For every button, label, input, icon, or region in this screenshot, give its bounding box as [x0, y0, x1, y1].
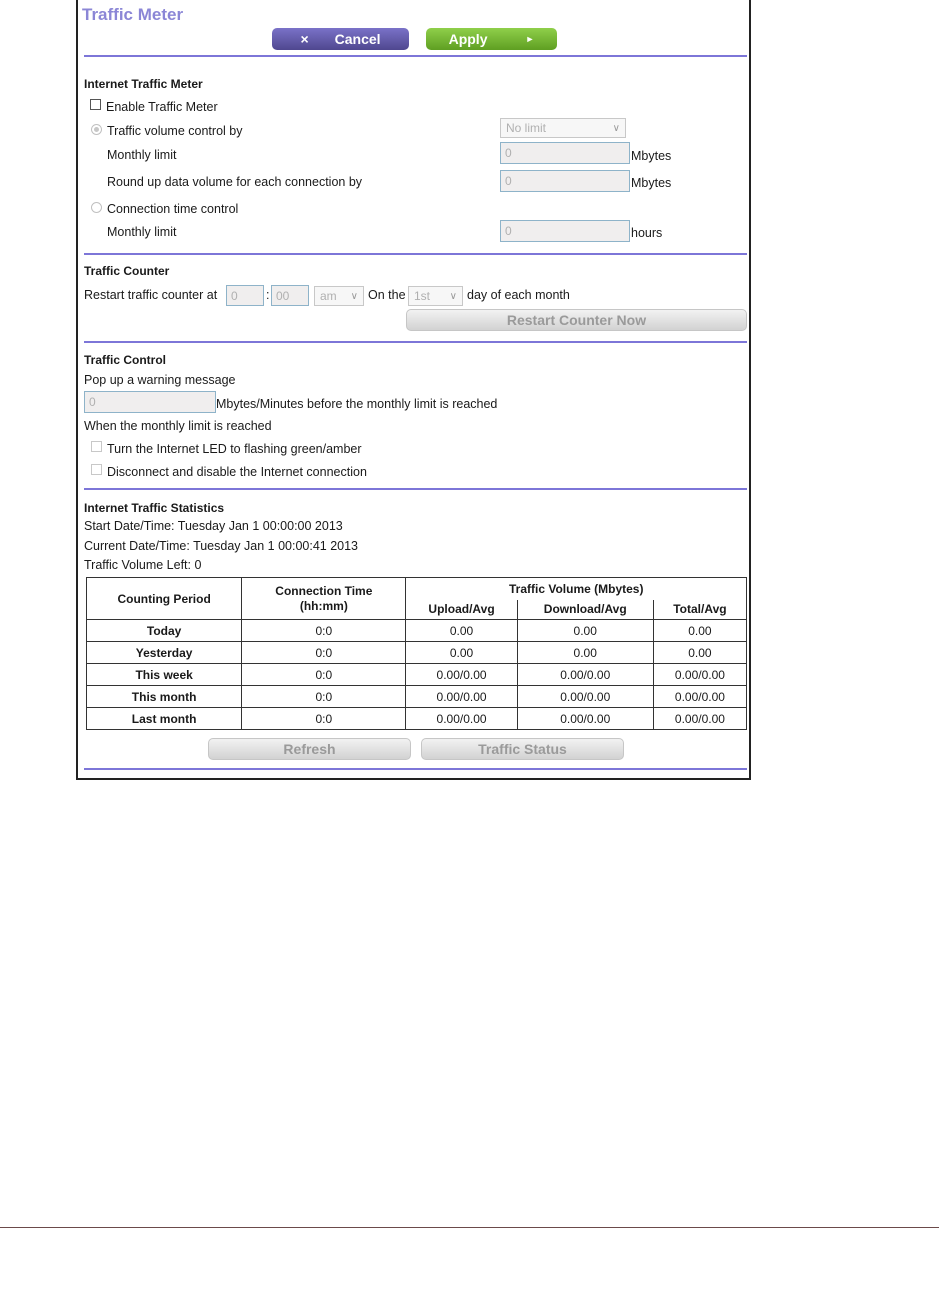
- period-cell: This week: [87, 664, 242, 686]
- header-total: Total/Avg: [653, 600, 746, 620]
- when-limit-label: When the monthly limit is reached: [84, 419, 272, 433]
- apply-button[interactable]: [426, 28, 557, 50]
- time-cell: 0:0: [242, 664, 406, 686]
- meter-heading: Internet Traffic Meter: [84, 77, 203, 91]
- volume-control-label: Traffic volume control by: [107, 124, 243, 138]
- volume-control-radio[interactable]: [91, 124, 102, 135]
- apply-label: Apply: [448, 31, 488, 47]
- restart-counter-button[interactable]: Restart Counter Now: [406, 309, 747, 331]
- divider: [84, 341, 747, 343]
- on-the-label: On the: [368, 288, 406, 302]
- ampm-select[interactable]: [314, 286, 364, 306]
- cancel-label: Cancel: [334, 31, 381, 47]
- download-cell: 0.00: [517, 620, 653, 642]
- traffic-statistics-table: [86, 577, 747, 730]
- counter-heading: Traffic Counter: [84, 264, 170, 278]
- period-cell: Today: [87, 620, 242, 642]
- time-cell: 0:0: [242, 686, 406, 708]
- period-cell: This month: [87, 686, 242, 708]
- upload-cell: 0.00/0.00: [406, 664, 517, 686]
- table-row: [87, 620, 747, 642]
- chevron-down-icon: ∨: [350, 290, 358, 302]
- time-limit-input[interactable]: 0: [500, 220, 630, 242]
- header-traffic-volume: Traffic Volume (Mbytes): [406, 578, 747, 600]
- roundup-label: Round up data volume for each connection by: [107, 175, 363, 189]
- table-row: [87, 642, 747, 664]
- current-datetime: Current Date/Time: Tuesday Jan 1 00:00:41 2013: [84, 539, 359, 553]
- day-suffix-label: day of each month: [467, 288, 570, 302]
- monthly-limit-input[interactable]: 0: [500, 142, 630, 164]
- page-footer-rule: [0, 1227, 939, 1228]
- total-cell: 0.00: [653, 620, 746, 642]
- disconnect-label: Disconnect and disable the Internet connection: [107, 465, 367, 479]
- chevron-down-icon: ∨: [449, 290, 457, 302]
- total-cell: 0.00: [653, 642, 746, 664]
- led-flash-checkbox[interactable]: [91, 441, 102, 452]
- download-cell: 0.00/0.00: [517, 686, 653, 708]
- roundup-input[interactable]: 0: [500, 170, 630, 192]
- period-cell: Yesterday: [87, 642, 242, 664]
- divider: [84, 55, 747, 57]
- header-conn-unit: (hh:mm): [299, 598, 348, 613]
- header-connection-time: [242, 578, 406, 620]
- restart-hour-input[interactable]: 0: [226, 285, 264, 306]
- chevron-down-icon: ∨: [612, 122, 620, 134]
- upload-cell: 0.00/0.00: [406, 686, 517, 708]
- total-cell: 0.00/0.00: [653, 708, 746, 730]
- day-value: 1st: [414, 289, 431, 303]
- stats-heading: Internet Traffic Statistics: [84, 501, 225, 515]
- table-row: [87, 686, 747, 708]
- time-limit-label: Monthly limit: [107, 225, 177, 239]
- close-icon: ×: [300, 31, 309, 47]
- download-cell: 0.00/0.00: [517, 664, 653, 686]
- time-cell: 0:0: [242, 642, 406, 664]
- divider: [84, 768, 747, 770]
- divider: [84, 253, 747, 255]
- disconnect-checkbox[interactable]: [91, 464, 102, 475]
- total-cell: 0.00/0.00: [653, 664, 746, 686]
- header-download: Download/Avg: [517, 600, 653, 620]
- start-datetime: Start Date/Time: Tuesday Jan 1 00:00:00 2013: [84, 519, 343, 533]
- day-select[interactable]: [408, 286, 463, 306]
- upload-cell: 0.00: [406, 642, 517, 664]
- ampm-value: am: [320, 289, 337, 303]
- upload-cell: 0.00: [406, 620, 517, 642]
- time-cell: 0:0: [242, 620, 406, 642]
- volume-limit-select[interactable]: [500, 118, 626, 138]
- period-cell: Last month: [87, 708, 242, 730]
- traffic-status-button[interactable]: Traffic Status: [421, 738, 624, 760]
- table-row: [87, 664, 747, 686]
- cancel-button[interactable]: [272, 28, 409, 50]
- page-title: Traffic Meter: [82, 5, 184, 24]
- time-limit-unit: hours: [631, 226, 663, 240]
- monthly-limit-unit: Mbytes: [631, 149, 672, 163]
- radio-dot: [94, 127, 99, 132]
- time-separator: :: [266, 288, 270, 302]
- header-conn-label: Connection Time: [275, 583, 373, 598]
- enable-meter-label: Enable Traffic Meter: [106, 100, 218, 114]
- monthly-limit-label: Monthly limit: [107, 148, 177, 162]
- download-cell: 0.00: [517, 642, 653, 664]
- upload-cell: 0.00/0.00: [406, 708, 517, 730]
- enable-meter-checkbox[interactable]: [90, 99, 101, 110]
- time-control-label: Connection time control: [107, 202, 239, 216]
- download-cell: 0.00/0.00: [517, 708, 653, 730]
- led-flash-label: Turn the Internet LED to flashing green/amber: [107, 442, 362, 456]
- traffic-meter-panel: [76, 0, 751, 780]
- total-cell: 0.00/0.00: [653, 686, 746, 708]
- table-row: [87, 708, 747, 730]
- time-control-radio[interactable]: [91, 202, 102, 213]
- roundup-unit: Mbytes: [631, 176, 672, 190]
- popup-label: Pop up a warning message: [84, 373, 236, 387]
- control-heading: Traffic Control: [84, 353, 167, 367]
- popup-suffix-label: Mbytes/Minutes before the monthly limit is reached: [216, 397, 498, 411]
- play-icon: ►: [525, 34, 535, 44]
- divider: [84, 488, 747, 490]
- restart-minute-input[interactable]: 00: [271, 285, 309, 306]
- header-upload: Upload/Avg: [406, 600, 517, 620]
- restart-at-label: Restart traffic counter at: [84, 288, 218, 302]
- volume-left: Traffic Volume Left: 0: [84, 558, 202, 572]
- refresh-button[interactable]: Refresh: [208, 738, 411, 760]
- time-cell: 0:0: [242, 708, 406, 730]
- header-period: Counting Period: [87, 578, 242, 620]
- volume-limit-value: No limit: [506, 121, 547, 135]
- popup-warning-input[interactable]: 0: [84, 391, 216, 413]
